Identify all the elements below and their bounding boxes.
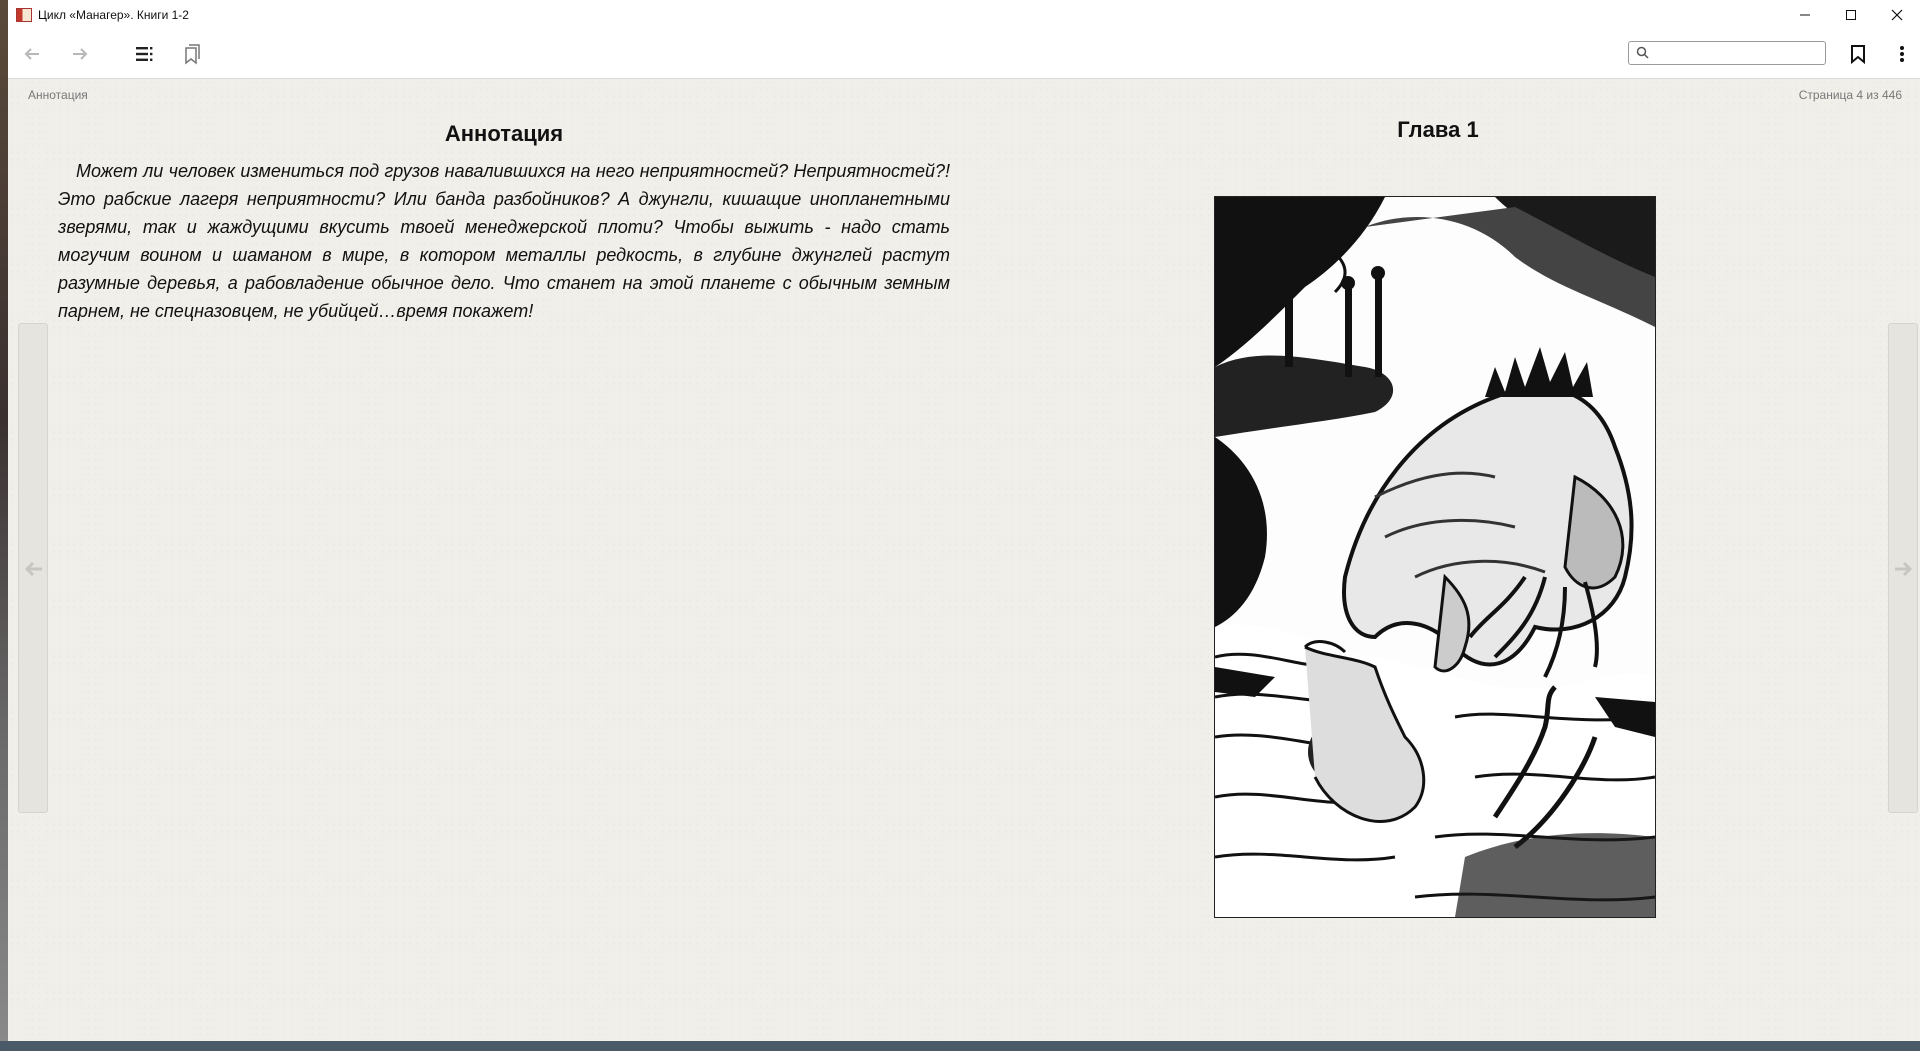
window-controls [1782, 0, 1920, 30]
search-icon [1635, 45, 1651, 61]
annotation-heading: Аннотация [444, 121, 564, 146]
maximize-icon [1845, 9, 1857, 21]
table-of-contents-button[interactable] [130, 40, 158, 68]
back-button[interactable] [18, 40, 46, 68]
annotation-text: Может ли человек измениться под грузов навалившихся на него неприятностей? Неприятностей?! Это рабские лагеря неприятности? Или банда разбойников? А джунгли, кишащие инопланетными зверями, так и жаждущими вкусить твоей менеджерской плоти? Чтобы выжить - надо стать могучим воином и шаманом в мире, в котором металлы редкость, в глубине джунглей растут разумные деревья, а рабовладение обычное дело. Что станет на этой планете с обычным земным парнем, не спецназовцем, не убийцей…время покажет! [58, 161, 950, 321]
arrow-left-icon [22, 44, 42, 64]
forward-button[interactable] [66, 40, 94, 68]
bookmarks-list-button[interactable] [178, 40, 206, 68]
close-icon [1891, 9, 1903, 21]
chapter-illustration [1214, 196, 1656, 918]
more-menu-button[interactable] [1888, 40, 1916, 68]
kebab-menu-icon [1898, 44, 1906, 64]
left-page [58, 121, 950, 325]
bookmark-outline-icon [182, 43, 202, 65]
title-bar [8, 0, 1920, 30]
list-icon [134, 44, 154, 64]
minimize-icon [1799, 9, 1811, 21]
reading-area[interactable] [8, 79, 1920, 1041]
add-bookmark-button[interactable] [1844, 40, 1872, 68]
illustration-drawing [1215, 197, 1655, 917]
close-button[interactable] [1874, 0, 1920, 30]
desktop-edge [0, 0, 8, 1051]
book-app-icon [16, 8, 32, 22]
previous-page-icon[interactable] [22, 557, 46, 581]
toolbar [8, 30, 1920, 79]
page-indicator: Страница 4 из 446 [1798, 88, 1902, 102]
search-input[interactable] [1655, 42, 1825, 64]
search-box[interactable] [1628, 41, 1826, 65]
right-page [1008, 117, 1868, 143]
window-title: Цикл «Манагер». Книги 1-2 [38, 8, 189, 22]
bookmark-icon [1849, 44, 1867, 64]
section-label: Аннотация [28, 88, 88, 102]
taskbar-edge [0, 1041, 1920, 1051]
arrow-right-icon [70, 44, 90, 64]
chapter-heading: Глава 1 [1397, 117, 1479, 142]
next-page-icon[interactable] [1891, 557, 1915, 581]
minimize-button[interactable] [1782, 0, 1828, 30]
maximize-button[interactable] [1828, 0, 1874, 30]
